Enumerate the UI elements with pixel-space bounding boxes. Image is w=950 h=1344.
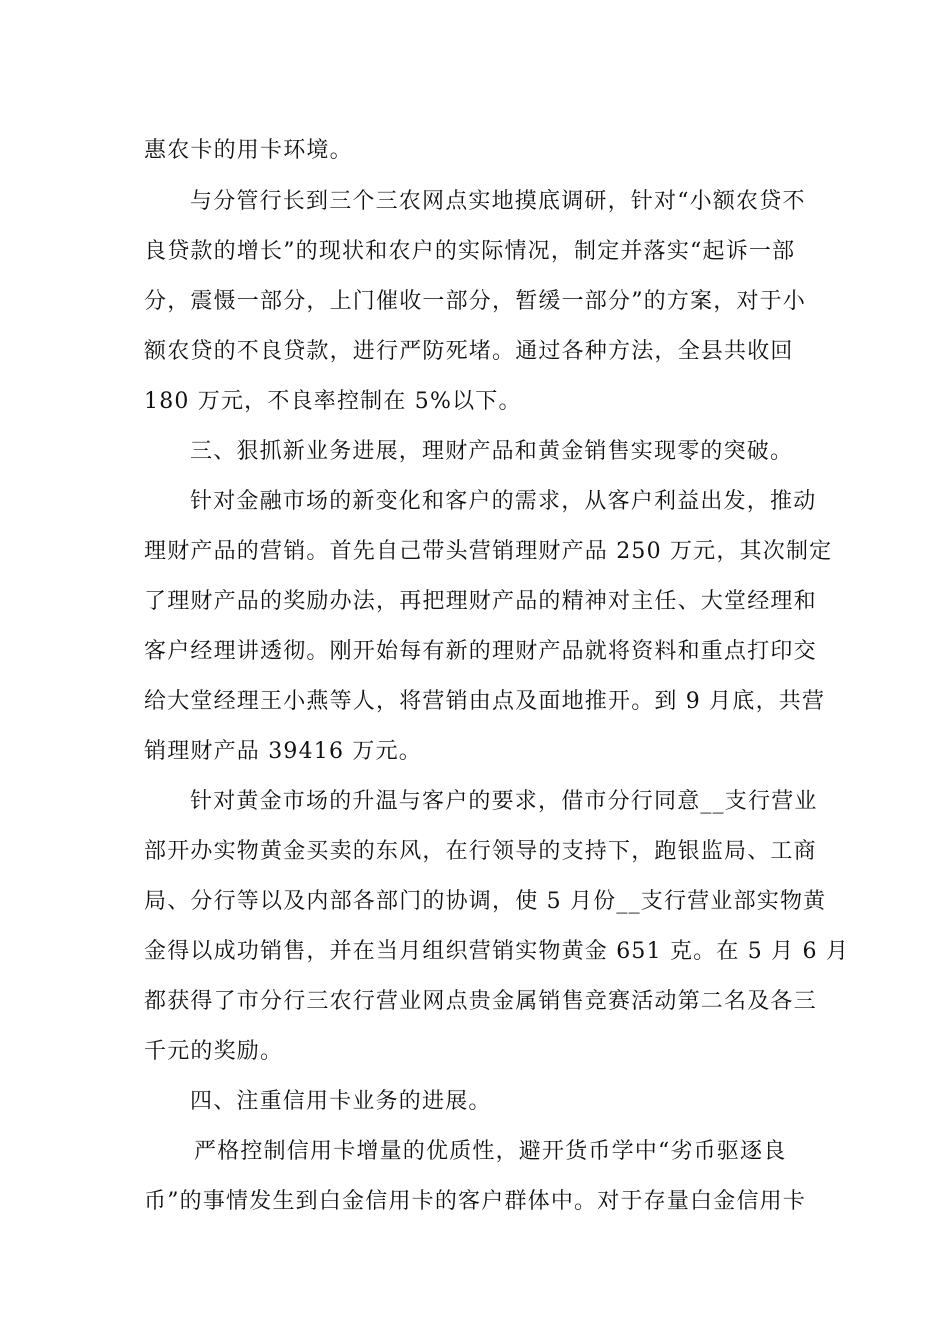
text-line: 客户经理讲透彻。刚开始每有新的理财产品就将资料和重点打印交 <box>144 639 817 664</box>
text-line: 针对金融市场的新变化和客户的需求，从客户利益出发，推动 <box>190 489 817 514</box>
text-line: 销理财产品 39416 万元。 <box>144 739 422 764</box>
text-line: 理财产品的营销。首先自己带头营销理财产品 250 万元，其次制定 <box>144 539 833 564</box>
text-line: 金得以成功销售，并在当月组织营销实物黄金 651 克。在 5 月 6 月 <box>144 939 850 964</box>
text-line: 额农贷的不良贷款，进行严防死堵。通过各种方法，全县共收回 <box>144 339 794 364</box>
text-line: 惠农卡的用卡环境。 <box>144 138 353 163</box>
section-heading: 三、狠抓新业务进展，理财产品和黄金销售实现零的突破。 <box>190 439 794 464</box>
section-heading: 四、注重信用卡业务的进展。 <box>190 1089 492 1114</box>
text-line: 严格控制信用卡增量的优质性，避开货币学中“劣币驱逐良 <box>194 1139 787 1164</box>
text-line: 币”的事情发生到白金信用卡的客户群体中。对于存量白金信用卡 <box>144 1189 807 1214</box>
text-line: 给大堂经理王小燕等人，将营销由点及面地推开。到 9 月底，共营 <box>144 689 826 714</box>
text-line: 与分管行长到三个三农网点实地摸底调研，针对“小额农贷不 <box>190 189 806 214</box>
text-line: 都获得了市分行三农行营业网点贵金属销售竞赛活动第二名及各三 <box>144 989 817 1014</box>
text-line: 了理财产品的奖励办法，再把理财产品的精神对主任、大堂经理和 <box>144 589 817 614</box>
text-line: 180 万元，不良率控制在 5%以下。 <box>144 389 522 414</box>
text-line: 分，震慑一部分，上门催收一部分，暂缓一部分”的方案，对于小 <box>144 289 807 314</box>
text-line: 局、分行等以及内部各部门的协调，使 5 月份__支行营业部实物黄 <box>144 889 827 914</box>
text-line: 部开办实物黄金买卖的东风，在行领导的支持下，跑银监局、工商 <box>144 839 817 864</box>
text-line: 针对黄金市场的升温与客户的要求，借市分行同意__支行营业 <box>190 789 818 814</box>
text-line: 良贷款的增长”的现状和农户的实际情况，制定并落实“起诉一部 <box>144 239 796 264</box>
text-line: 千元的奖励。 <box>144 1039 284 1064</box>
